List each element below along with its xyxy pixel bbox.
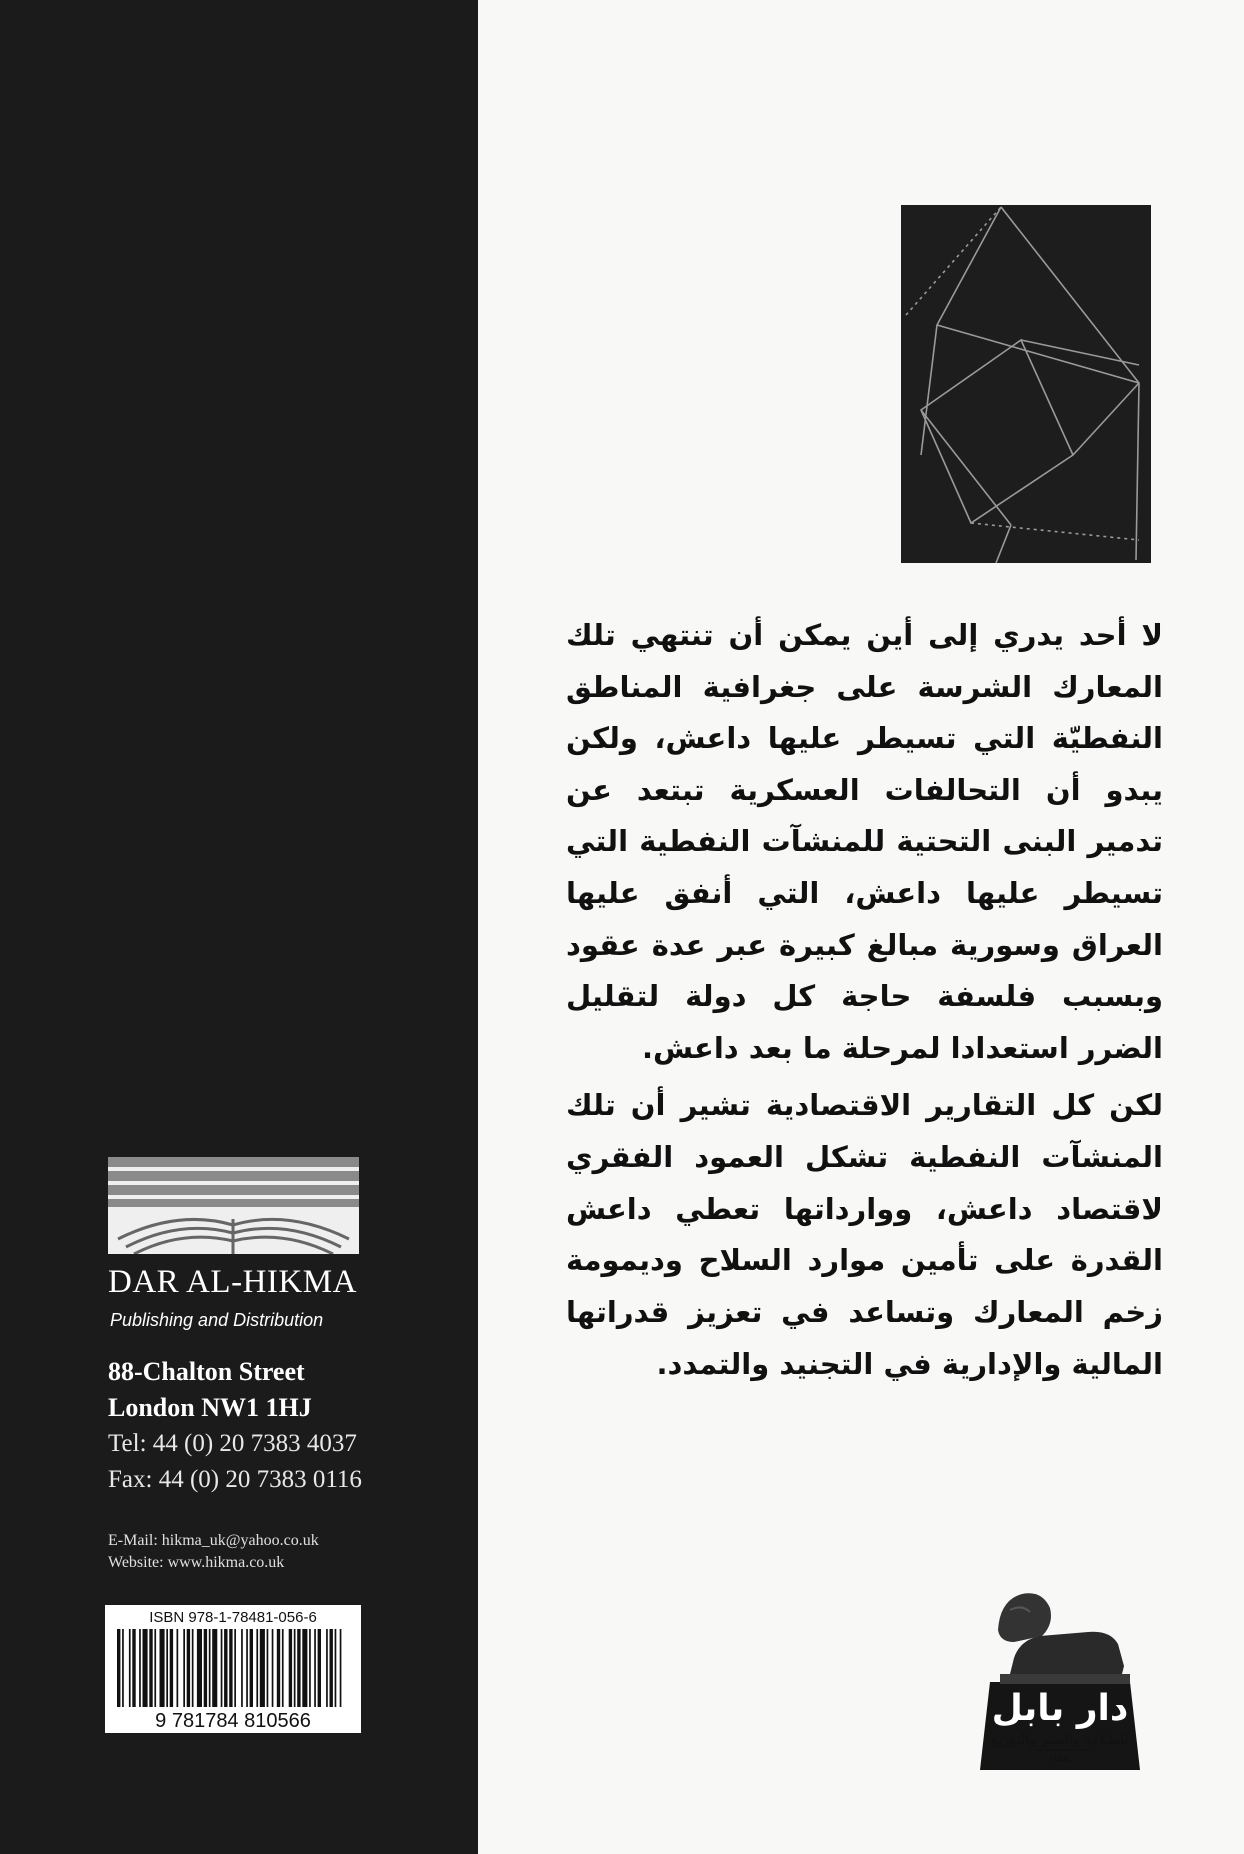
barcode-bar [192,1629,194,1707]
barcode-bar [212,1629,217,1707]
barcode-bar [166,1629,168,1707]
address-street: 88-Chalton Street [108,1357,305,1386]
barcode-bar [143,1629,148,1707]
publisher-website: Website: www.hikma.co.uk [108,1554,285,1571]
barcode-bar [267,1629,269,1707]
blurb-text [566,610,1163,1396]
barcode-bar [129,1629,131,1707]
barcode-bar [229,1629,232,1707]
barcode-bar [122,1629,124,1707]
barcode-bar [340,1629,342,1707]
barcode-bar [160,1629,165,1707]
publisher-address [108,1354,362,1498]
barcode-bar [302,1629,307,1707]
dar-babel-logo [970,1570,1150,1770]
barcode-bar [177,1629,179,1707]
barcode-bar [277,1629,280,1707]
publisher-tel: Tel: 44 (0) 20 7383 4037 [108,1430,357,1457]
blurb-paragraph-2: لكن كل التقارير الاقتصادية تشير أن تلك المنشآت النفطية تشكل العمود الفقري لاقتصاد داعش، ووارداتها تعطي داعش القدرة على تأمين موارد السلاح وديمومة زخم المعارك وتساعد في تعزيز قدراتها المالية والإدارية في التجنيد والتمدد. [566,1088,1163,1381]
barcode-bar [209,1629,211,1707]
isbn-number: ISBN 978-1-78481-056-6 [149,1609,317,1626]
publisher-name: DAR AL-HIKMA [108,1264,357,1300]
co-publisher-subtitle: للطباعة والنشر والتوزيع [991,1732,1129,1748]
barcode-bar [289,1629,292,1707]
co-publisher-city: بغداد [1048,1751,1072,1764]
dar-al-hikma-logo [108,1157,359,1254]
spine-panel [0,0,478,1854]
barcode-bar [314,1629,316,1707]
barcode-bar [260,1629,265,1707]
barcode-bar [154,1629,156,1707]
publisher-fax: Fax: 44 (0) 20 7383 0116 [108,1466,362,1493]
isbn-barcode [105,1605,361,1733]
publisher-contact [108,1530,319,1574]
barcode-bar [294,1629,296,1707]
barcode-bar [183,1629,185,1707]
barcode-bar [187,1629,190,1707]
barcode-bar [335,1629,337,1707]
publisher-subtitle: Publishing and Distribution [110,1310,324,1330]
barcode-bar [330,1629,333,1707]
barcode-bar [256,1629,258,1707]
barcode-bar [117,1629,120,1707]
publisher-email: E-Mail: hikma_uk@yahoo.co.uk [108,1532,319,1549]
barcode-bar [132,1629,135,1707]
barcode-bar [204,1629,207,1707]
barcode-bar [221,1629,223,1707]
co-publisher-name: دار بابل [991,1688,1129,1729]
barcode-bar [234,1629,236,1707]
barcode-bar [272,1629,274,1707]
address-city: London NW1 1HJ [108,1393,312,1422]
barcode-bar [282,1629,284,1707]
barcode-bar [139,1629,141,1707]
barcode-bar [149,1629,152,1707]
blurb-paragraph-1: لا أحد يدري إلى أين يمكن أن تنتهي تلك المعارك الشرسة على جغرافية المناطق النفطيّة التي تسيطر عليها داعش، ولكن يبدو أن التحالفات العسكرية تبتعد عن تدمير البنى التحتية للمنشآت النفطية التي تسيطر عليها داعش، التي أنفق عليها العراق وسورية مبالغ كبيرة عبر عدة عقود وبسبب فلسفة حاجة كل دولة لتقليل الضرر استعدادا لمرحلة ما بعد داعش. [566,618,1163,1065]
barcode-bar [197,1629,202,1707]
barcode-bar [318,1629,321,1707]
barcode-bar [250,1629,253,1707]
open-book-icon [108,1157,359,1254]
barcode-bar [246,1629,248,1707]
geometric-lines-graphic [901,205,1151,563]
geometric-illustration [901,205,1151,563]
barcode-bar [224,1629,227,1707]
barcode-bar [326,1629,328,1707]
barcode-bar [309,1629,311,1707]
barcode-digits: 9 781784 810566 [155,1710,311,1732]
barcode-bar [297,1629,300,1707]
barcode-graphic [105,1629,361,1733]
barcode-bar [170,1629,173,1707]
barcode-bar [241,1629,243,1707]
